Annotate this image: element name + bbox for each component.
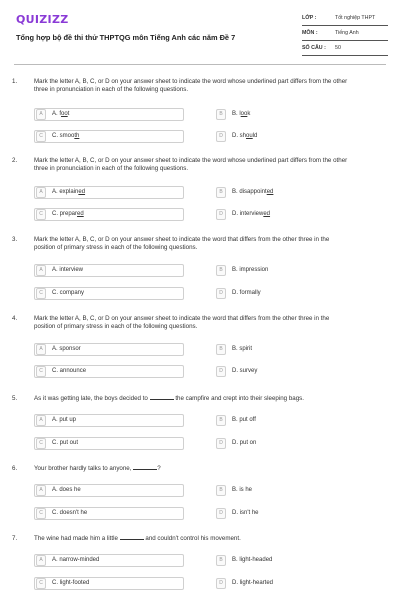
question-prompt [34, 395, 390, 403]
option-text: A. narrow-minded [52, 557, 100, 564]
option-letter-badge: D [216, 288, 226, 299]
prompt-line: Mark the letter A, B, C, or D on your answer sheet to indicate the word that differs from the other three in the [34, 236, 330, 243]
option-text: D. put on [232, 440, 257, 447]
prompt-text: The wine had made him a little [34, 535, 118, 542]
option-text: D. light-hearted [232, 580, 274, 587]
option-text: A. sponsor [52, 346, 81, 353]
option-letter-badge: A [36, 344, 46, 355]
option-letter-badge: B [216, 344, 226, 355]
option-text: C. light-footed [52, 580, 90, 587]
option-c[interactable] [34, 365, 184, 378]
option-b[interactable] [214, 554, 374, 567]
option-text: A. foot [52, 111, 70, 118]
option-letter-badge: C [36, 131, 46, 142]
option-letter-badge: D [216, 209, 226, 220]
prompt-text: ? [157, 465, 161, 472]
question-number: 2. [12, 157, 18, 164]
meta-key: MÔN : [302, 29, 318, 36]
option-letter-badge: C [36, 508, 46, 519]
option-text: D. should [232, 133, 258, 140]
option-letter-badge: B [216, 555, 226, 566]
prompt-text: the campfire and crept into their sleeping bags. [175, 395, 304, 402]
option-text: C. company [52, 290, 85, 297]
option-a[interactable] [34, 186, 184, 199]
document-title: Tổng hợp bộ đề thi thử THPTQG môn Tiếng Anh các năm Đề 7 [16, 33, 236, 42]
option-b[interactable] [214, 343, 374, 356]
option-d[interactable] [214, 507, 374, 520]
option-letter-badge: B [216, 109, 226, 120]
option-letter-badge: B [216, 187, 226, 198]
prompt-line: three in pronunciation in each of the following questions. [34, 165, 189, 173]
option-b[interactable] [214, 186, 374, 199]
option-letter-badge: A [36, 187, 46, 198]
option-letter-badge: D [216, 578, 226, 589]
question-prompt [34, 465, 390, 473]
option-letter-badge: A [36, 555, 46, 566]
option-d[interactable] [214, 208, 374, 221]
option-text: C. prepared [52, 211, 84, 218]
option-text: C. announce [52, 368, 87, 375]
question-prompt [34, 78, 390, 95]
option-letter-badge: B [216, 485, 226, 496]
prompt-line: Mark the letter A, B, C, or D on your answer sheet to indicate the word that differs from the other three in the [34, 315, 330, 322]
option-text: D. survey [232, 368, 258, 375]
meta-row-count [302, 41, 388, 56]
option-text: B. disappointed [232, 189, 274, 196]
prompt-line: Mark the letter A, B, C, or D on your answer sheet to indicate the word whose underlined part differs from the other [34, 157, 348, 164]
header-divider [14, 64, 386, 65]
option-b[interactable] [214, 108, 374, 121]
prompt-text: and couldn't control his movement. [145, 535, 241, 542]
prompt-line: three in pronunciation in each of the following questions. [34, 86, 189, 94]
meta-value: Tiếng Anh [335, 29, 359, 36]
meta-key: LỚP : [302, 14, 317, 21]
option-letter-badge: A [36, 415, 46, 426]
option-d[interactable] [214, 577, 374, 590]
meta-row-class [302, 11, 388, 26]
option-a[interactable] [34, 343, 184, 356]
option-letter-badge: D [216, 131, 226, 142]
meta-info-box [302, 11, 388, 56]
meta-value: 50 [335, 44, 341, 51]
option-text: B. put off [232, 417, 256, 424]
option-text: D. interviewed [232, 211, 271, 218]
option-letter-badge: B [216, 265, 226, 276]
option-d[interactable] [214, 437, 374, 450]
option-c[interactable] [34, 507, 184, 520]
option-a[interactable] [34, 484, 184, 497]
option-letter-badge: A [36, 265, 46, 276]
answer-blank [120, 535, 144, 540]
option-a[interactable] [34, 264, 184, 277]
option-letter-badge: C [36, 438, 46, 449]
option-text: B. is he [232, 487, 253, 494]
question-prompt [34, 236, 390, 253]
option-letter-badge: C [36, 578, 46, 589]
worksheet-header [0, 0, 400, 64]
question-number: 3. [12, 236, 18, 243]
prompt-text: As it was getting late, the boys decided to [34, 395, 148, 402]
option-text: D. isn't he [232, 510, 259, 517]
option-d[interactable] [214, 130, 374, 143]
option-letter-badge: C [36, 288, 46, 299]
answer-blank [133, 465, 157, 470]
question-number: 4. [12, 315, 18, 322]
option-text: A. explained [52, 189, 86, 196]
option-c[interactable] [34, 130, 184, 143]
option-d[interactable] [214, 287, 374, 300]
question-number: 5. [12, 395, 18, 402]
prompt-line: Mark the letter A, B, C, or D on your answer sheet to indicate the word whose underlined part differs from the other [34, 78, 348, 85]
option-c[interactable] [34, 577, 184, 590]
option-letter-badge: B [216, 415, 226, 426]
prompt-line: position of primary stress in each of the following questions. [34, 323, 198, 331]
option-b[interactable] [214, 264, 374, 277]
option-b[interactable] [214, 414, 374, 427]
question-number: 1. [12, 78, 18, 85]
question-number: 7. [12, 535, 18, 542]
option-d[interactable] [214, 365, 374, 378]
option-letter-badge: A [36, 485, 46, 496]
answer-blank [150, 395, 174, 400]
option-text: C. doesn't he [52, 510, 88, 517]
quizizz-logo: QUIZIZZ [16, 13, 69, 26]
option-text: A. interview [52, 267, 84, 274]
question-prompt [34, 315, 390, 332]
option-c[interactable] [34, 437, 184, 450]
option-c[interactable] [34, 208, 184, 221]
option-text: A. put up [52, 417, 77, 424]
option-letter-badge: D [216, 508, 226, 519]
option-letter-badge: C [36, 366, 46, 377]
question-prompt [34, 157, 390, 174]
meta-value: Tốt nghiệp THPT [335, 14, 376, 21]
prompt-text: Your brother hardly talks to anyone, [34, 465, 132, 472]
option-text: B. spirit [232, 346, 253, 353]
question-prompt [34, 535, 390, 543]
option-text: A. does he [52, 487, 81, 494]
option-text: C. put out [52, 440, 79, 447]
option-b[interactable] [214, 484, 374, 497]
option-text: B. light-headed [232, 557, 273, 564]
option-text: D. formally [232, 290, 261, 297]
option-letter-badge: C [36, 209, 46, 220]
option-letter-badge: D [216, 438, 226, 449]
question-number: 6. [12, 465, 18, 472]
option-a[interactable] [34, 414, 184, 427]
option-c[interactable] [34, 287, 184, 300]
prompt-line: position of primary stress in each of the following questions. [34, 244, 198, 252]
option-a[interactable] [34, 554, 184, 567]
option-letter-badge: D [216, 366, 226, 377]
option-letter-badge: A [36, 109, 46, 120]
meta-row-subject [302, 26, 388, 41]
option-a[interactable] [34, 108, 184, 121]
meta-key: SỐ CÂU : [302, 44, 326, 51]
option-text: C. smooth [52, 133, 80, 140]
option-text: B. impression [232, 267, 269, 274]
option-text: B. look [232, 111, 251, 118]
